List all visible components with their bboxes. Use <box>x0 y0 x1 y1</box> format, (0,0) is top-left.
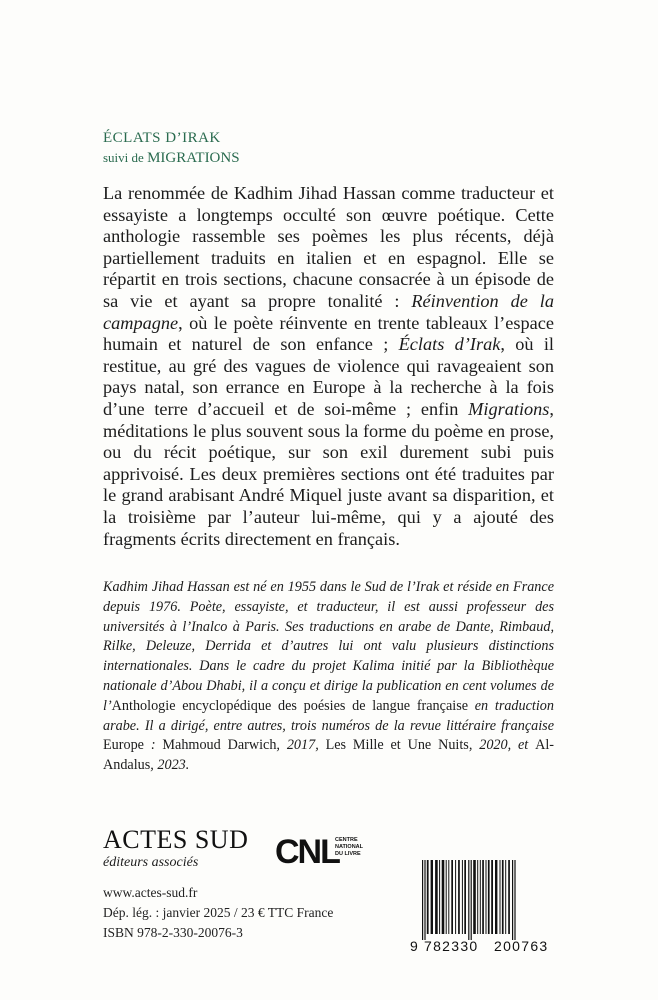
synopsis-title-reinvention: Réinvention de la campagne <box>103 290 554 333</box>
author-bio-paragraph <box>103 578 554 776</box>
barcode-bar <box>462 860 463 934</box>
subtitle-prefix: suivi de <box>103 150 148 165</box>
cnl-line2: NATIONAL <box>335 844 364 850</box>
bio-segment: Kadhim Jihad Hassan est né en 1955 dans le Sud de l’Irak et réside en France depuis 1976. Poète, essayiste, et traducteur, il est aussi professeur des universités à l’Inalco à Paris. Ses traductions en arabe de Dante, Rimbaud, Rilke, Deleuze, Derrida et d’autres lui ont valu plusieurs distinctions internationales. Dans le cadre du projet Kalima initié par la Bibliothèque nationale d’Abou Dhabi, il a conçu et dirige la publication en cent volumes de l’ <box>103 579 554 714</box>
synopsis-text <box>103 183 554 550</box>
barcode-bar <box>508 860 510 934</box>
author-bio <box>103 578 554 776</box>
website-link[interactable]: www.actes-sud.fr <box>103 885 198 900</box>
barcode-bar <box>446 860 447 934</box>
barcode-bar <box>491 860 493 934</box>
synopsis-segment: , où le poète réinvente en trente tableaux l’espace humain et naturel de son enfance ; <box>103 312 554 355</box>
barcode-bar <box>451 860 453 934</box>
bio-work-europe: Europe <box>103 737 144 754</box>
barcode-bar <box>500 860 501 934</box>
barcode-bar <box>512 860 513 940</box>
barcode-bar <box>455 860 456 934</box>
synopsis-segment: , où il restitue, au gré des vagues de violence qui ravageaient son pays natal, son errance en Europe à la recherche à la fois d’une terre d’accueil et de soi-même ; enfin <box>103 334 555 419</box>
barcode-bar <box>480 860 481 934</box>
barcode-bar <box>464 860 466 934</box>
barcode-group-1: 782330 <box>424 938 479 954</box>
publisher-logo <box>103 827 248 871</box>
barcode-bar <box>471 860 472 940</box>
synopsis-segment: , méditations le plus souvent sous la forme du poème en prose, ou du récit poétique, sur son exil durement subi puis apprivoisé. Les deux premières sections ont été traduites par le grand arabisant André Miquel juste avant sa disparition, et la troisième par l’auteur lui-même, qui y a ajouté des fragments écrits directement en français. <box>103 398 554 549</box>
cnl-line1: CENTRE <box>335 837 358 843</box>
barcode-bar <box>473 860 476 934</box>
barcode <box>410 860 560 960</box>
footer-info <box>103 883 333 943</box>
synopsis-title-migrations: Migrations <box>468 398 550 419</box>
barcode-first-digit: 9 <box>410 938 420 954</box>
bio-segment: , 2020, et <box>468 737 536 754</box>
bio-segment: : <box>143 737 163 754</box>
legal-deposit: Dép. lég. : janvier 2025 / 23 € TTC France <box>103 905 334 920</box>
barcode-bar <box>448 860 449 934</box>
cnl-line3: DU LIVRE <box>335 851 361 857</box>
synopsis-title-eclats: Éclats d’Irak <box>398 334 501 355</box>
barcode-bar <box>486 860 487 934</box>
barcode-bar <box>431 860 433 934</box>
publisher-subtitle: éditeurs associés <box>103 855 199 870</box>
isbn: ISBN 978-2-330-20076-3 <box>103 925 243 940</box>
barcode-group-2: 200763 <box>494 938 549 954</box>
barcode-bar <box>495 860 497 934</box>
bio-work-mille-nuits: Les Mille et Une Nuits <box>325 737 469 754</box>
barcode-bar <box>477 860 478 934</box>
publisher-name: ACTES SUD <box>103 825 249 854</box>
barcode-bar <box>458 860 460 934</box>
barcode-bar <box>424 860 425 940</box>
synopsis-segment: La renommée de Kadhim Jihad Hassan comme traducteur et essayiste a longtemps occulté son œuvre poétique. Cette anthologie rassemble ses poèmes les plus récents, déjà partiellement traduits en italien et en espagnol. Elle se répartit en trois sections, chacune consacrée à un épisode de sa vie et ayant sa propre tonalité : <box>103 183 554 311</box>
barcode-bar <box>468 860 469 940</box>
synopsis-paragraph <box>103 183 554 550</box>
bio-segment: en traduction arabe. Il a dirigé, entre autres, trois numéros de la revue littéraire française <box>103 697 554 734</box>
cnl-letters: CNL <box>275 833 339 868</box>
barcode-bar <box>422 860 423 940</box>
bio-segment: , 2017, <box>276 737 326 754</box>
barcode-bar <box>439 860 440 934</box>
barcode-bar <box>514 860 515 940</box>
barcode-bar <box>488 860 490 934</box>
barcode-bar <box>502 860 504 934</box>
bio-work-darwich: Mahmoud Darwich <box>162 737 277 754</box>
book-subtitle <box>103 148 240 168</box>
barcode-bars-icon <box>410 860 560 940</box>
bio-segment: , 2023. <box>150 757 190 774</box>
barcode-bar <box>435 860 438 934</box>
book-title: ÉCLATS D’IRAK <box>103 130 221 146</box>
cnl-logo-icon <box>275 830 365 868</box>
barcode-bar <box>442 860 445 934</box>
book-title-block <box>103 128 240 168</box>
barcode-bar <box>505 860 506 934</box>
barcode-bar <box>427 860 429 934</box>
bio-work-andalus: Al-Andalus <box>103 737 554 774</box>
bio-work-anthologie: Anthologie encyclopédique des poésies de langue française <box>111 697 469 714</box>
subtitle-main: MIGRATIONS <box>147 150 240 166</box>
barcode-bar <box>482 860 484 934</box>
